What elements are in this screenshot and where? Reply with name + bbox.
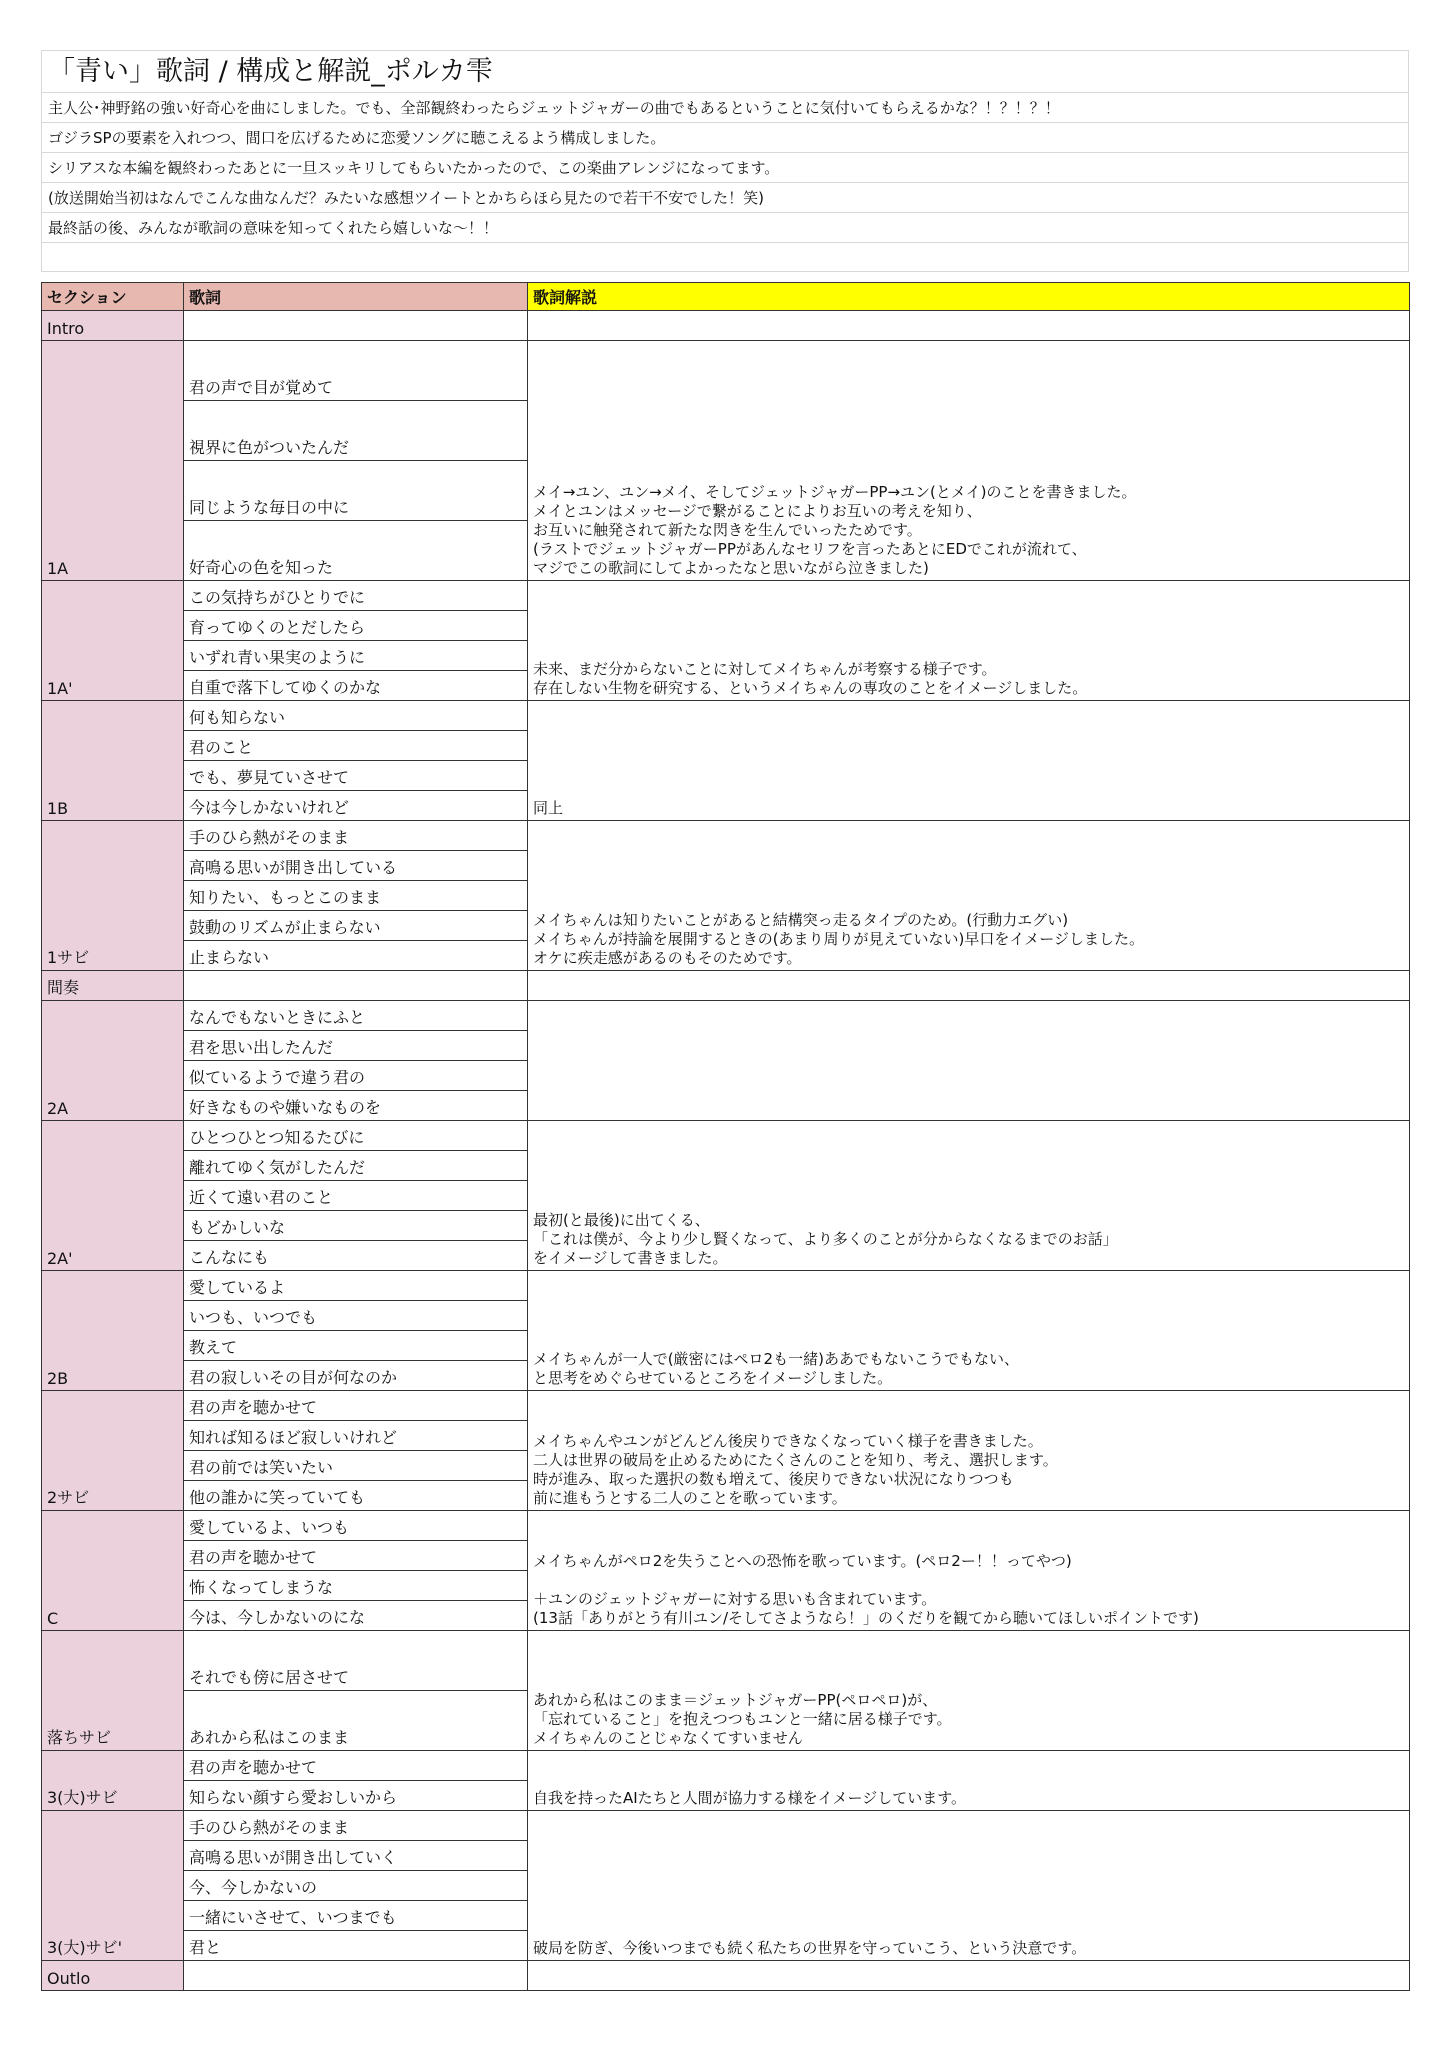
lyric-line: 君と [184,1931,528,1961]
table-row [42,1391,1410,1421]
lyric-line: 止まらない [184,941,528,971]
table-row [42,1271,1410,1301]
table-row [42,971,1410,1001]
header-lyrics: 歌詞 [184,283,528,311]
lyric-line: 似ているようで違う君の [184,1061,528,1091]
lyric-line: ひとつひとつ知るたびに [184,1121,528,1151]
lyric-line: 君の声を聴かせて [184,1391,528,1421]
lyric-line: 離れてゆく気がしたんだ [184,1151,528,1181]
lyric-line: 手のひら熱がそのまま [184,821,528,851]
section-label: 2サビ [42,1391,184,1511]
lyric-line: 愛しているよ、いつも [184,1511,528,1541]
section-label: 1A [42,341,184,581]
document [41,50,1409,1991]
table-row [42,1961,1410,1991]
note-line: 主人公･神野銘の強い好奇心を曲にしました。でも、全部観終わったらジェットジャガーの曲でもあるということに気付いてもらえるかな？！？！？！ [41,92,1409,122]
lyric-explanation [528,311,1410,341]
note-line: ゴジラSPの要素を入れつつ、間口を広げるために恋愛ソングに聴こえるよう構成しました。 [41,122,1409,152]
section-label: 1サビ [42,821,184,971]
lyric-line: 知りたい、もっとこのまま [184,881,528,911]
section-label: C [42,1511,184,1631]
lyric-line: 知れば知るほど寂しいけれど [184,1421,528,1451]
section-label: Intro [42,311,184,341]
table-row [42,1811,1410,1841]
lyric-explanation: あれから私はこのまま＝ジェットジャガーPP(ペロペロ)が、 「忘れていること」を抱えつつもユンと一緒に居る様子です。 メイちゃんのことじゃなくてすいません [528,1631,1410,1751]
lyric-line: 好きなものや嫌いなものを [184,1091,528,1121]
section-label: 1A' [42,581,184,701]
lyric-line: 視界に色がついたんだ [184,401,528,461]
lyric-explanation: 破局を防ぎ、今後いつまでも続く私たちの世界を守っていこう、という決意です。 [528,1811,1410,1961]
lyric-line: 愛しているよ [184,1271,528,1301]
table-row [42,311,1410,341]
lyric-line: 教えて [184,1331,528,1361]
lyric-line: もどかしいな [184,1211,528,1241]
table-header-row [42,283,1410,311]
lyric-line: 同じような毎日の中に [184,461,528,521]
lyric-line: 怖くなってしまうな [184,1571,528,1601]
lyric-explanation [528,1961,1410,1991]
header-section: セクション [42,283,184,311]
lyric-line: 君を思い出したんだ [184,1031,528,1061]
note-line: (放送開始当初はなんでこんな曲なんだ？みたいな感想ツイートとかちらほら見たので若干不安でした！笑) [41,182,1409,212]
lyric-explanation [528,1001,1410,1121]
lyric-line: こんなにも [184,1241,528,1271]
lyric-line: 手のひら熱がそのまま [184,1811,528,1841]
section-label: 3(大)サビ [42,1751,184,1811]
lyric-explanation: 最初(と最後)に出てくる、 「これは僕が、今より少し賢くなって、より多くのことが分からなくなるまでのお話」 をイメージして書きました。 [528,1121,1410,1271]
table-row [42,1001,1410,1031]
lyric-explanation: 未来、まだ分からないことに対してメイちゃんが考察する様子です。 存在しない生物を研究する、というメイちゃんの専攻のことをイメージしました。 [528,581,1410,701]
note-line: 最終話の後、みんなが歌詞の意味を知ってくれたら嬉しいな～！！ [41,212,1409,242]
lyric-line: それでも傍に居させて [184,1631,528,1691]
section-label: 2A' [42,1121,184,1271]
header-explanation: 歌詞解説 [528,283,1410,311]
lyric-explanation: メイちゃんは知りたいことがあると結構突っ走るタイプのため。(行動力エグい) メイちゃんが持論を展開するときの(あまり周りが見えていない)早口をイメージしました。 オケに疾走感があるのもそのためです。 [528,821,1410,971]
section-label: 落ちサビ [42,1631,184,1751]
lyric-line: 今は、今しかないのにな [184,1601,528,1631]
lyric-line: 今、今しかないの [184,1871,528,1901]
table-row [42,821,1410,851]
table-row [42,701,1410,731]
section-label: 1B [42,701,184,821]
lyric-line: 高鳴る思いが開き出している [184,851,528,881]
table-row [42,1751,1410,1781]
lyric-explanation: 同上 [528,701,1410,821]
lyric-line: 近くて遠い君のこと [184,1181,528,1211]
table-row [42,1121,1410,1151]
lyric-explanation: メイちゃんやユンがどんどん後戻りできなくなっていく様子を書きました。 二人は世界の破局を止めるためにたくさんのことを知り、考え、選択します。 時が進み、取った選択の数も増えて、後戻りできない状況になりつつも 前に進もうとする二人のことを歌っています。 [528,1391,1410,1511]
table-row [42,1511,1410,1541]
table-row [42,341,1410,401]
lyric-line: いつも、いつでも [184,1301,528,1331]
section-label: Outlo [42,1961,184,1991]
lyric-line [184,971,528,1001]
lyric-explanation: メイちゃんが一人で(厳密にはペロ2も一緒)ああでもないこうでもない、 と思考をめぐらせているところをイメージしました。 [528,1271,1410,1391]
lyric-line: なんでもないときにふと [184,1001,528,1031]
lyric-line: でも、夢見ていさせて [184,761,528,791]
lyrics-table [41,282,1410,1991]
table-row [42,1631,1410,1691]
section-label: 2B [42,1271,184,1391]
lyric-explanation: メイちゃんがペロ2を失うことへの恐怖を歌っています。(ペロ2ー！！ってやつ) ＋ユンのジェットジャガーに対する思いも含まれています。 (13話「ありがとう有川ユン/そしてさようなら！」のくだりを観てから聴いてほしいポイントです) [528,1511,1410,1631]
lyric-line: 育ってゆくのとだしたら [184,611,528,641]
table-row [42,581,1410,611]
lyric-line: 好奇心の色を知った [184,521,528,581]
lyric-explanation: メイ→ユン、ユン→メイ、そしてジェットジャガーPP→ユン(とメイ)のことを書きました。 メイとユンはメッセージで繋がることによりお互いの考えを知り、 お互いに触発されて新たな閃きを生んでいったためです。 (ラストでジェットジャガーPPがあんなセリフを言ったあとにEDでこれが流れて、 マジでこの歌詞にしてよかったなと思いながら泣きました) [528,341,1410,581]
lyric-explanation: 自我を持ったAIたちと人間が協力する様をイメージしています。 [528,1751,1410,1811]
lyric-line: 君の声で目が覚めて [184,341,528,401]
lyric-line: 他の誰かに笑っていても [184,1481,528,1511]
lyric-line: 鼓動のリズムが止まらない [184,911,528,941]
section-label: 3(大)サビ' [42,1811,184,1961]
lyric-line: いずれ青い果実のように [184,641,528,671]
lyric-explanation [528,971,1410,1001]
lyric-line: 君の前では笑いたい [184,1451,528,1481]
lyric-line: 知らない顔すら愛おしいから [184,1781,528,1811]
lyric-line: 高鳴る思いが開き出していく [184,1841,528,1871]
lyric-line: この気持ちがひとりでに [184,581,528,611]
lyric-line: 何も知らない [184,701,528,731]
lyric-line: 君の声を聴かせて [184,1541,528,1571]
lyric-line: 君の声を聴かせて [184,1751,528,1781]
note-line: シリアスな本編を観終わったあとに一旦スッキリしてもらいたかったので、この楽曲アレンジになってます。 [41,152,1409,182]
lyric-line [184,1961,528,1991]
lyric-line: 君の寂しいその目が何なのか [184,1361,528,1391]
document-title: 「青い」歌詞 / 構成と解説_ポルカ雫 [41,50,1409,92]
lyric-line: 君のこと [184,731,528,761]
lyric-line: あれから私はこのまま [184,1691,528,1751]
lyric-line: 今は今しかないけれど [184,791,528,821]
lyric-line: 一緒にいさせて、いつまでも [184,1901,528,1931]
empty-row [41,242,1409,272]
lyric-line [184,311,528,341]
lyric-line: 自重で落下してゆくのかな [184,671,528,701]
section-label: 間奏 [42,971,184,1001]
section-label: 2A [42,1001,184,1121]
